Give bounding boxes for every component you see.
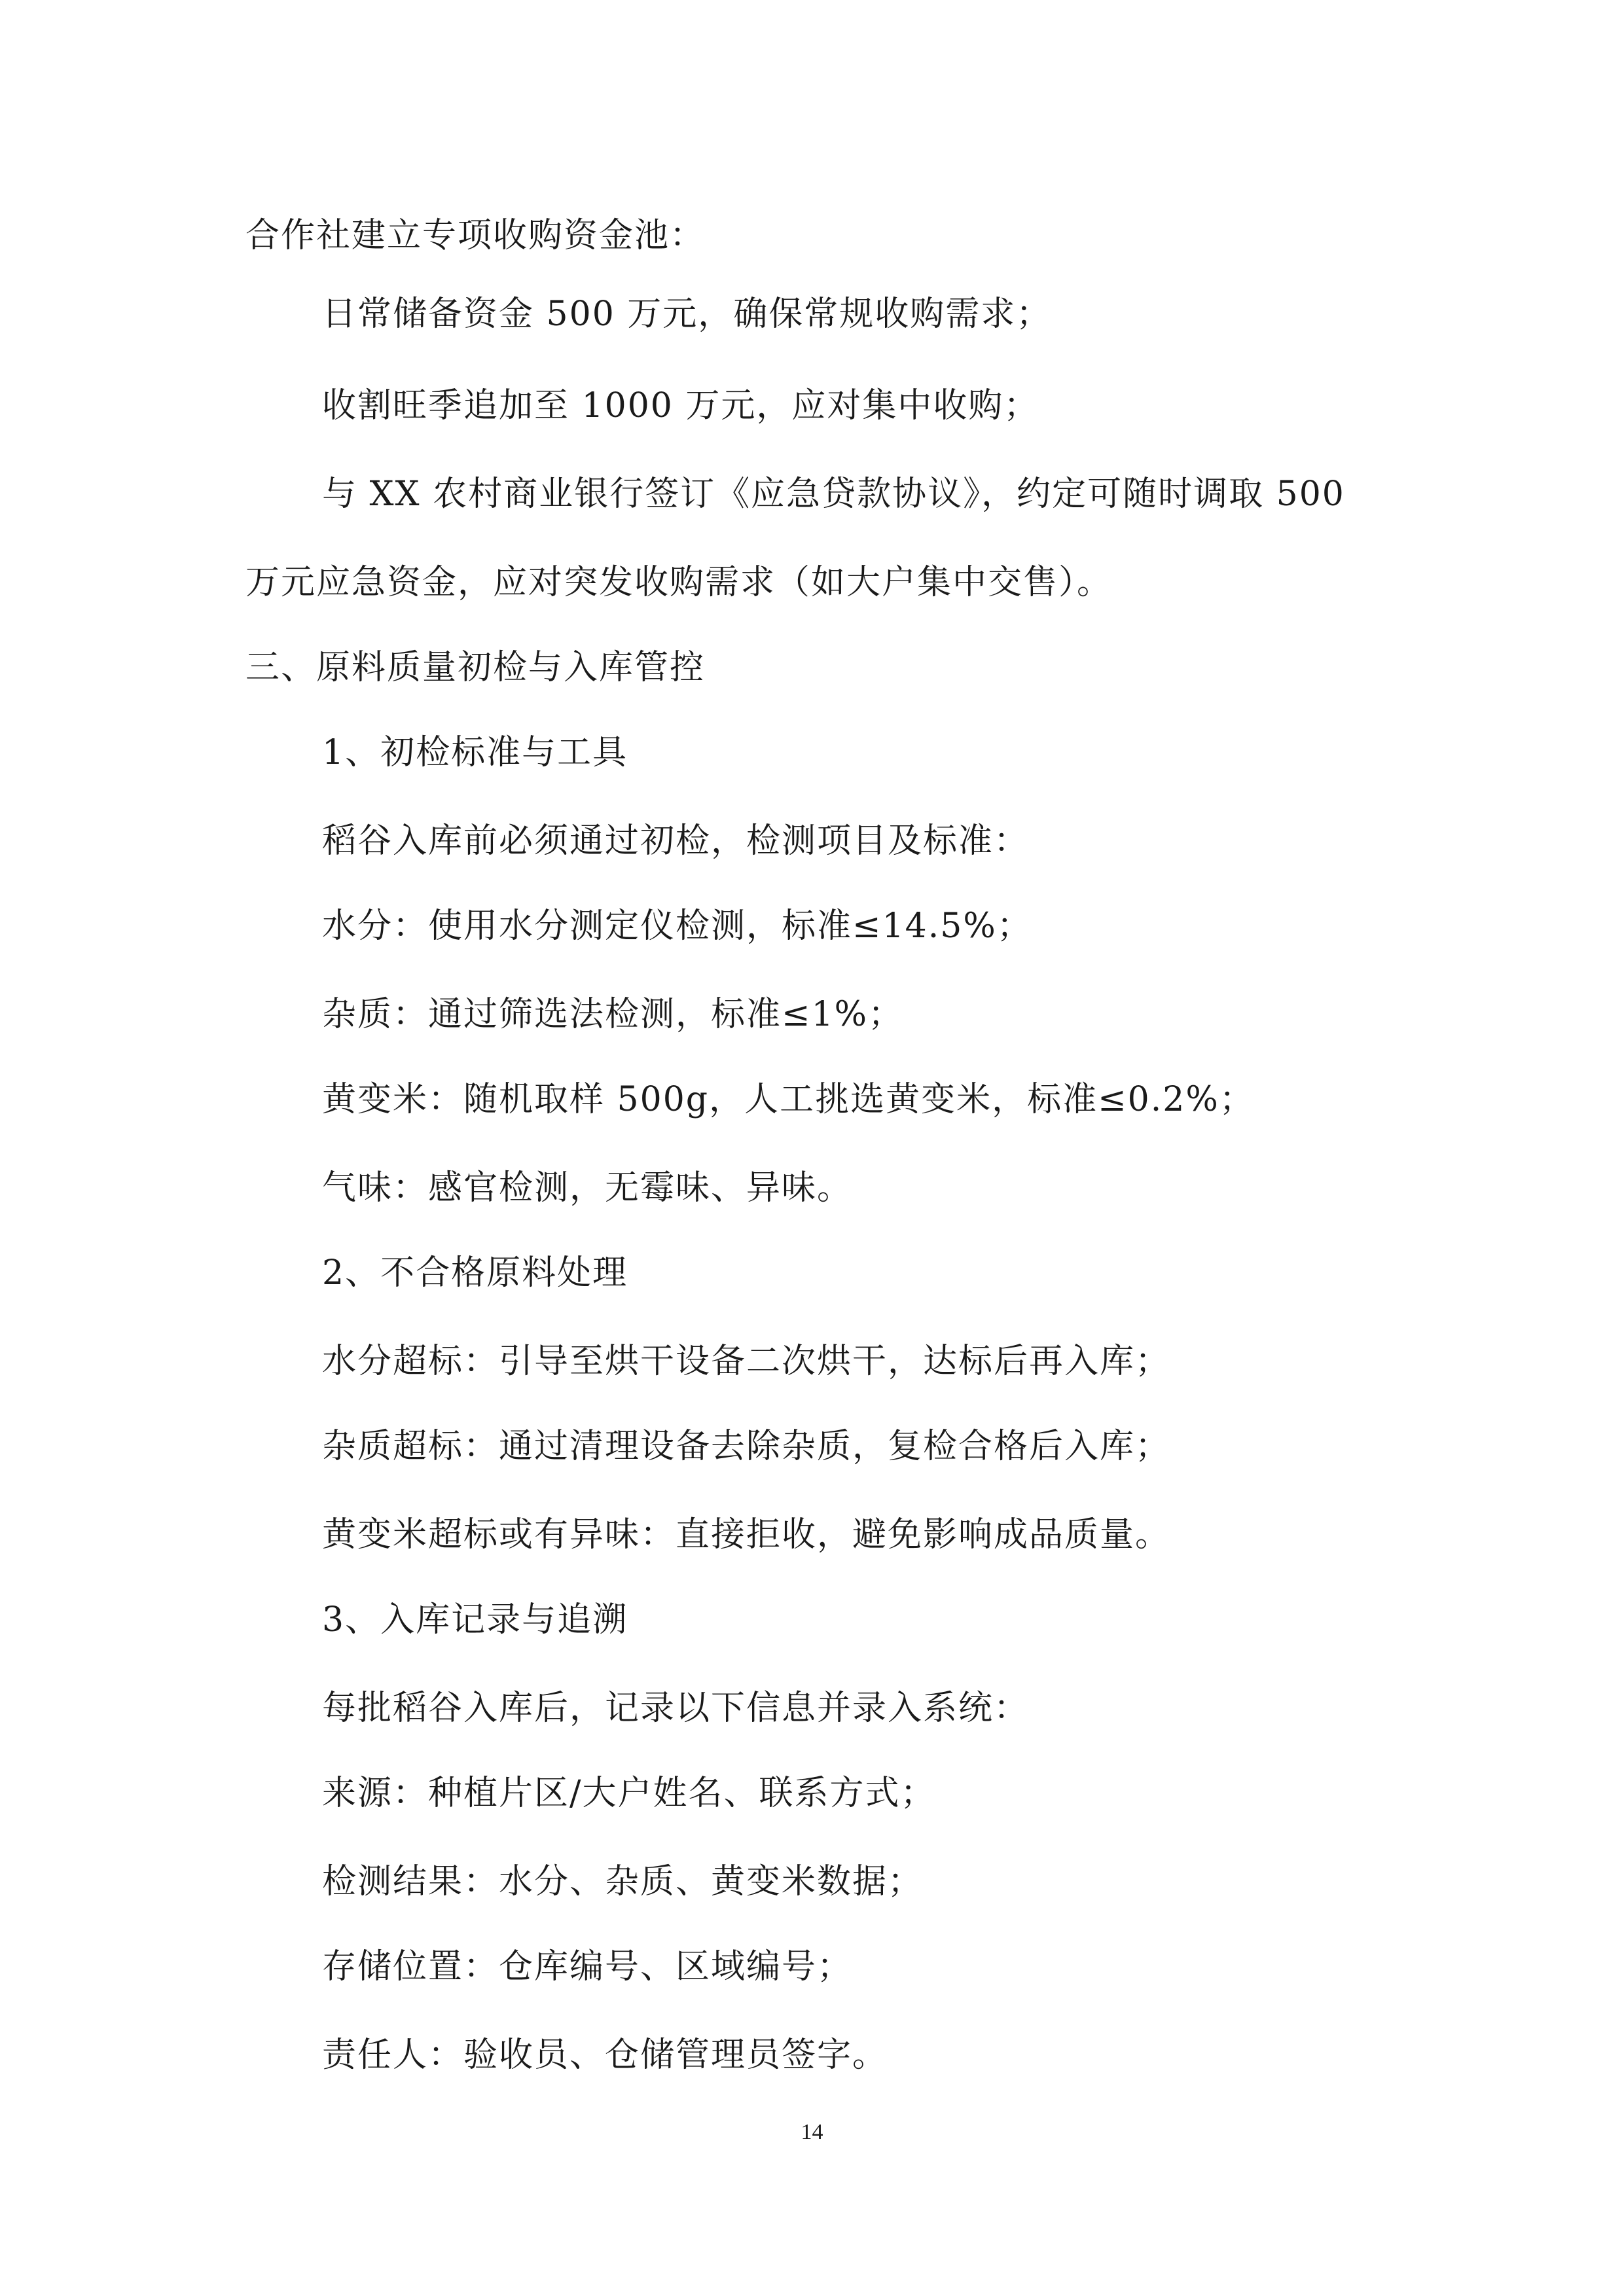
list-item: 责任人：验收员、仓储管理员签字。	[322, 2036, 888, 2075]
list-item: 水分：使用水分测定仪检测，标准≤14.5%；	[322, 906, 1032, 946]
page-number: 14	[801, 2120, 823, 2144]
list-item: 存储位置：仓库编号、区域编号；	[322, 1947, 853, 1986]
subsection-heading: 2、不合格原料处理	[322, 1253, 628, 1293]
section-heading: 三、原料质量初检与入库管控	[245, 648, 706, 687]
paragraph-line: 稻谷入库前必须通过初检，检测项目及标准：	[322, 821, 1030, 861]
subsection-heading: 1、初检标准与工具	[322, 733, 628, 772]
list-item: 黄变米超标或有异味：直接拒收，避免影响成品质量。	[322, 1515, 1171, 1554]
subsection-heading: 3、入库记录与追溯	[322, 1600, 628, 1640]
paragraph-line: 万元应急资金，应对突发收购需求（如大户集中交售）。	[245, 563, 1113, 602]
paragraph-line: 收割旺季追加至 1000 万元，应对集中收购；	[322, 386, 1039, 425]
list-item: 杂质超标：通过清理设备去除杂质，复检合格后入库；	[322, 1427, 1171, 1466]
list-item: 来源：种植片区/大户姓名、联系方式；	[322, 1774, 936, 1813]
paragraph-line: 合作社建立专项收购资金池：	[245, 216, 706, 255]
paragraph-line: 与 XX 农村商业银行签订《应急贷款协议》，约定可随时调取 500	[322, 475, 1345, 514]
paragraph-line: 日常储备资金 500 万元，确保常规收购需求；	[322, 295, 1052, 334]
list-item: 检测结果：水分、杂质、黄变米数据；	[322, 1862, 924, 1901]
list-item: 气味：感官检测，无霉味、异味。	[322, 1168, 853, 1208]
list-item: 水分超标：引导至烘干设备二次烘干，达标后再入库；	[322, 1342, 1171, 1381]
list-item: 黄变米：随机取样 500g，人工挑选黄变米，标准≤0.2%；	[322, 1080, 1255, 1119]
paragraph-line: 每批稻谷入库后，记录以下信息并录入系统：	[322, 1689, 1030, 1728]
list-item: 杂质：通过筛选法检测，标准≤1%；	[322, 995, 904, 1034]
